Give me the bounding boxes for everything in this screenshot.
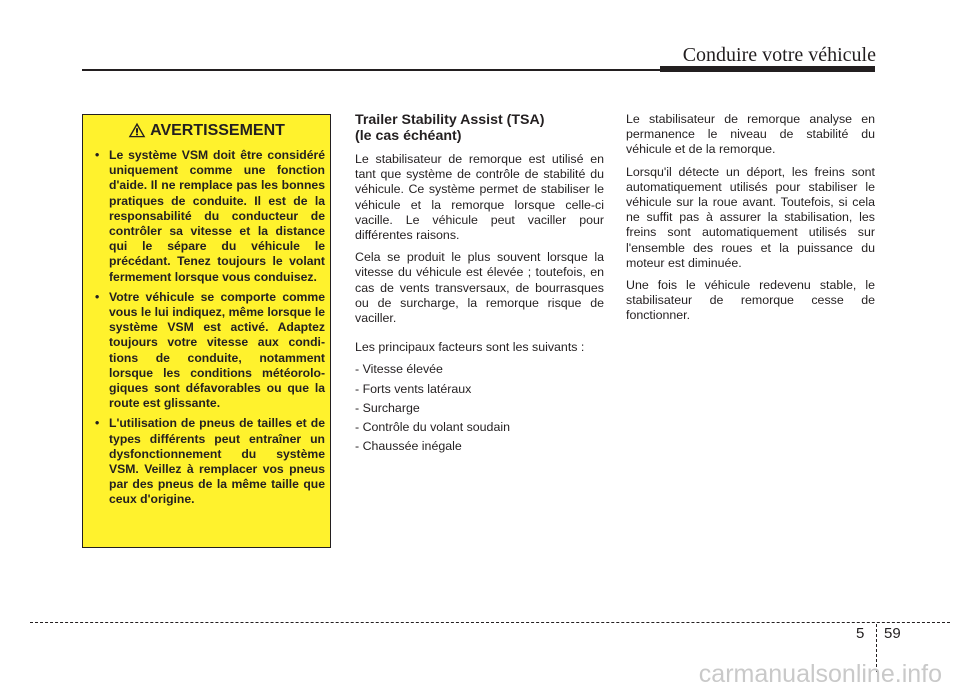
warning-list (93, 148, 325, 513)
warning-triangle-icon (128, 122, 146, 143)
paragraph: Lorsqu'il détecte un déport, les freins sont automatiquement utilisés pour stabiliser le véhicule sur la roue avant. Toutefois, si cela ne suffit pas à assurer la stabilisation, les freins sont automatiquement utilisés sur l'ensemble des roues et la puissance du moteur est diminuée. (626, 164, 875, 270)
warning-box (82, 114, 331, 548)
page-number: 59 (884, 625, 901, 642)
section-title-line2: (le cas échéant) (355, 128, 462, 144)
warning-heading (83, 122, 330, 143)
list-item: - Chaussée inégale (355, 439, 462, 454)
list-item: - Forts vents latéraux (355, 381, 472, 396)
footer-rule (30, 622, 950, 623)
warning-item: • Votre véhicule se comporte comme vous le lui indiquez, même lorsque le système VSM est activé. Adaptez toujours votre vitesse aux condi-tions de conduite, notamment lorsque les conditions météorolo-giques sont défavorables ou que la route est glissante. (93, 290, 325, 412)
middle-column (355, 112, 604, 458)
chapter-number: 5 (856, 625, 865, 642)
chapter-title: Conduire votre véhicule (682, 44, 876, 66)
warning-title: AVERTISSEMENT (150, 122, 285, 139)
right-column (626, 112, 875, 331)
paragraph: Le stabilisateur de remorque analyse en permanence le niveau de stabilité du véhicule et de la remorque. (626, 112, 875, 157)
list-item: - Vitesse élevée (355, 362, 443, 377)
paragraph: Une fois le véhicule redevenu stable, le stabilisateur de remorque cesse de fonctionner. (626, 278, 875, 323)
warning-item: • L'utilisation de pneus de tailles et de types différents peut entraîner un dysfonctionnement du système VSM. Veillez à remplacer vos pneus par des pneus de la même taille que ceux d'origine. (93, 416, 325, 507)
list-item: - Contrôle du volant soudain (355, 420, 510, 435)
list-item: - Surcharge (355, 400, 420, 415)
paragraph: Cela se produit le plus souvent lorsque la vitesse du véhicule est élevée ; toutefois, en cas de vents transversaux, de bourrasques ou de surcharge, la remorque risque de vaciller. (355, 250, 604, 326)
section-title-line1: Trailer Stability Assist (TSA) (355, 112, 545, 128)
header-rule-accent (660, 66, 875, 72)
watermark: carmanualsonline.info (698, 660, 942, 688)
factors-intro: Les principaux facteurs sont les suivants : (355, 340, 585, 355)
paragraph: Le stabilisateur de remorque est utilisé en tant que système de contrôle de stabilité du véhicule. Ce système permet de stabiliser le véhicule et la remorque lorsque celle-ci vacille. Le véhicule peut vaciller pour différentes raisons. (355, 152, 604, 243)
factors-list (355, 362, 604, 454)
section-title (355, 112, 604, 144)
warning-item: • Le système VSM doit être considéré uniquement comme une fonction d'aide. Il ne remplace pas les bonnes pratiques de conduite. Il est de la responsabilité du conducteur de contrôler sa vitesse et la distance qui le sépare du véhicule le précédant. Tenez toujours le volant fermement lorsque vous conduisez. (93, 148, 325, 285)
